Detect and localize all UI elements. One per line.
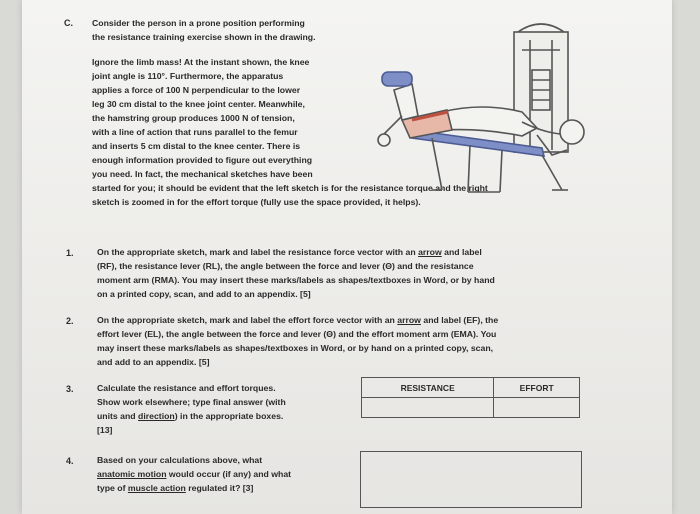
text-run: regulated it? [3] <box>185 483 254 493</box>
body-line: the hamstring group produces 1000 N of tension, <box>92 113 295 123</box>
text-run: and label <box>441 247 482 257</box>
intro-line: Consider the person in a prone position performing <box>92 18 305 28</box>
q4-line <box>97 481 291 495</box>
text-run: ) in the appropriate boxes. <box>174 411 284 421</box>
underlined-term: arrow <box>397 315 421 325</box>
q3-text <box>97 381 286 437</box>
underlined-term: arrow <box>418 247 442 257</box>
body-line: you need. In fact, the mechanical sketches have been <box>92 169 313 179</box>
section-c-label: C. <box>64 18 73 28</box>
resistance-header: RESISTANCE <box>362 378 494 398</box>
q3-number: 3. <box>66 384 74 394</box>
body-line: enough information provided to figure out everything <box>92 155 313 165</box>
text-run: units and <box>97 411 139 421</box>
q2-line: effort lever (EL), the angle between the force and lever (Θ) and the effort moment arm (EMA). You <box>97 329 497 339</box>
q1-line: on a printed copy, scan, and add to an appendix. [5] <box>97 289 311 299</box>
body-line: sketch is zoomed in for the effort torque (fully use the space provided, it helps). <box>92 197 421 207</box>
q2-line: and add to an appendix. [5] <box>97 357 210 367</box>
q4-line: Based on your calculations above, what <box>97 455 263 465</box>
section-c-intro <box>92 16 316 44</box>
effort-header: EFFORT <box>494 378 580 398</box>
q2-line: may insert these marks/labels as shapes/textboxes in Word, or by hand on a printed copy, scan, <box>97 343 494 353</box>
q1-number: 1. <box>66 248 74 258</box>
q4-line <box>97 467 291 481</box>
body-line: and inserts 5 cm distal to the knee center. There is <box>92 141 301 151</box>
intro-line: the resistance training exercise shown in the drawing. <box>92 32 316 42</box>
text-run: On the appropriate sketch, mark and label the resistance force vector with an <box>97 247 419 257</box>
q4-number: 4. <box>66 456 74 466</box>
body-line: joint angle is 110°. Furthermore, the apparatus <box>92 71 284 81</box>
text-run: type of <box>97 483 128 493</box>
q1-line: moment arm (RMA). You may insert these marks/labels as shapes/textboxes in Word, or by hand <box>97 275 495 285</box>
text-run: would occur (if any) and what <box>166 469 292 479</box>
body-line: leg 30 cm distal to the knee joint center. Meanwhile, <box>92 99 305 109</box>
underlined-term: muscle action <box>127 483 186 493</box>
effort-answer-cell[interactable] <box>494 398 580 418</box>
body-line: started for you; it should be evident that the left sketch is for the resistance torque and the right <box>92 183 488 193</box>
body-line: Ignore the limb mass! At the instant shown, the knee <box>92 57 310 67</box>
q4-text <box>97 453 291 495</box>
q2-line <box>97 313 498 327</box>
q3-line: Calculate the resistance and effort torques. <box>97 383 276 393</box>
q4-answer-box[interactable] <box>360 451 582 508</box>
underlined-term: anatomic motion <box>97 469 167 479</box>
leg-curl-drawing <box>372 20 602 200</box>
q1-text <box>97 245 495 301</box>
q1-line: (RF), the resistance lever (RL), the angle between the force and lever (Θ) and the resistance <box>97 261 474 271</box>
q1-line <box>97 245 495 259</box>
torque-answer-table <box>361 377 580 418</box>
q3-line: [13] <box>97 425 113 435</box>
text-run: and label (EF), the <box>420 315 499 325</box>
q2-number: 2. <box>66 316 74 326</box>
body-line: with a line of action that runs parallel to the femur <box>92 127 298 137</box>
q3-line <box>97 409 286 423</box>
underlined-term: direction <box>138 411 175 421</box>
text-run: On the appropriate sketch, mark and label the effort force vector with an <box>97 315 398 325</box>
body-line: applies a force of 100 N perpendicular to the lower <box>92 85 301 95</box>
resistance-answer-cell[interactable] <box>362 398 494 418</box>
q3-line: Show work elsewhere; type final answer (with <box>97 397 286 407</box>
q2-text <box>97 313 498 369</box>
